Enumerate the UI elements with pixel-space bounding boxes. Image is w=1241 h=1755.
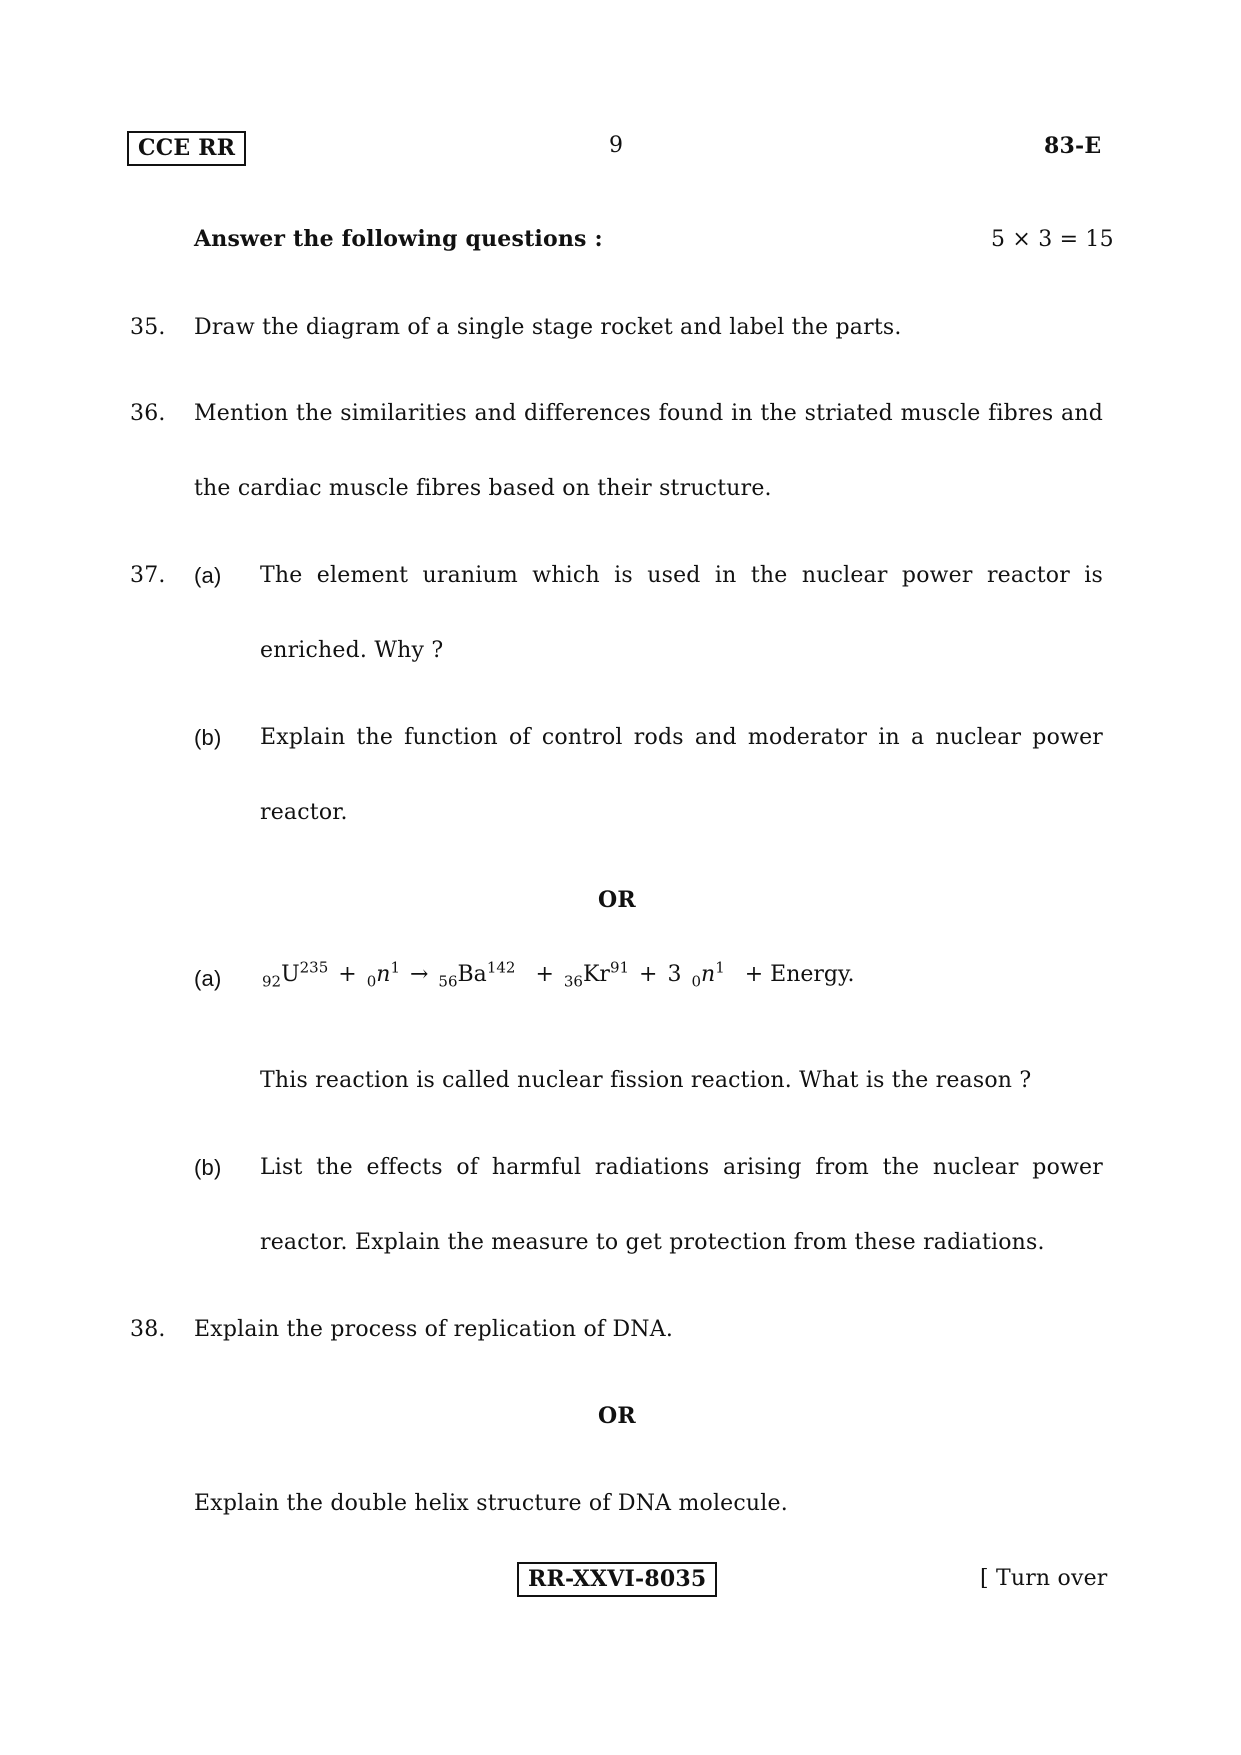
question-37-a-line-2: enriched. Why ? bbox=[260, 638, 444, 663]
krypton-symbol: Kr bbox=[582, 962, 610, 987]
question-37-b-label: (b) bbox=[194, 725, 222, 750]
neutron-mass-number: 1 bbox=[715, 958, 725, 977]
booklet-code-badge: RR-XXVI-8035 bbox=[517, 1562, 717, 1597]
question-37-alt-b-line-1: List the effects of harmful radiations arising from the nuclear power bbox=[260, 1155, 1103, 1180]
neutron-coefficient: 3 bbox=[667, 962, 682, 987]
question-35-number: 35. bbox=[130, 315, 166, 340]
question-37-alt-a-label: (a) bbox=[194, 966, 222, 991]
subject-code: 83-E bbox=[1044, 133, 1102, 159]
question-37-alt-b-line-2: reactor. Explain the measure to get protection from these radiations. bbox=[260, 1230, 1045, 1255]
krypton-mass-number: 91 bbox=[609, 958, 630, 977]
barium-symbol: Ba bbox=[457, 962, 487, 987]
question-37-a-label: (a) bbox=[194, 563, 222, 588]
question-37-b-line-2: reactor. bbox=[260, 800, 348, 825]
question-37-number: 37. bbox=[130, 563, 166, 588]
reaction-arrow-icon: → bbox=[409, 962, 429, 987]
question-37-b-line-1: Explain the function of control rods and moderator in a nuclear power bbox=[260, 725, 1103, 750]
energy-term: + Energy. bbox=[744, 962, 855, 987]
page-number: 9 bbox=[609, 133, 624, 158]
plus-sign: + bbox=[639, 962, 658, 987]
question-37-alt-a-text: This reaction is called nuclear fission reaction. What is the reason ? bbox=[260, 1068, 1032, 1093]
barium-atomic-number: 56 bbox=[438, 972, 458, 991]
uranium-mass-number: 235 bbox=[299, 958, 329, 977]
question-37-a-line-1: The element uranium which is used in the nuclear power reactor is bbox=[260, 563, 1103, 588]
turn-over-note: [ Turn over bbox=[980, 1566, 1108, 1591]
question-36-line-1: Mention the similarities and differences found in the striated muscle fibres and bbox=[194, 401, 1103, 426]
question-38-number: 38. bbox=[130, 1317, 166, 1342]
barium-mass-number: 142 bbox=[486, 958, 516, 977]
question-36-number: 36. bbox=[130, 401, 166, 426]
neutron-charge-number: 0 bbox=[691, 972, 702, 991]
section-instruction: Answer the following questions : bbox=[194, 226, 603, 252]
question-35-text: Draw the diagram of a single stage rocket and label the parts. bbox=[194, 315, 902, 340]
neutron-mass-number: 1 bbox=[390, 958, 400, 977]
fission-equation bbox=[262, 958, 855, 991]
question-37-or-divider: OR bbox=[598, 887, 636, 913]
question-38-or-divider: OR bbox=[598, 1403, 636, 1429]
krypton-atomic-number: 36 bbox=[563, 972, 583, 991]
question-36-line-2: the cardiac muscle fibres based on their structure. bbox=[194, 476, 772, 501]
section-marks: 5 × 3 = 15 bbox=[991, 227, 1114, 252]
question-37-alt-b-label: (b) bbox=[194, 1155, 222, 1180]
neutron-charge-number: 0 bbox=[366, 972, 377, 991]
question-38-text: Explain the process of replication of DNA. bbox=[194, 1317, 674, 1342]
uranium-symbol: U bbox=[281, 962, 300, 987]
neutron-symbol: n bbox=[701, 962, 716, 987]
plus-sign: + bbox=[535, 962, 554, 987]
paper-code-badge: CCE RR bbox=[127, 131, 246, 166]
uranium-atomic-number: 92 bbox=[262, 972, 282, 991]
neutron-symbol: n bbox=[376, 962, 391, 987]
plus-sign: + bbox=[338, 962, 357, 987]
question-38-alt-text: Explain the double helix structure of DNA molecule. bbox=[194, 1491, 788, 1516]
